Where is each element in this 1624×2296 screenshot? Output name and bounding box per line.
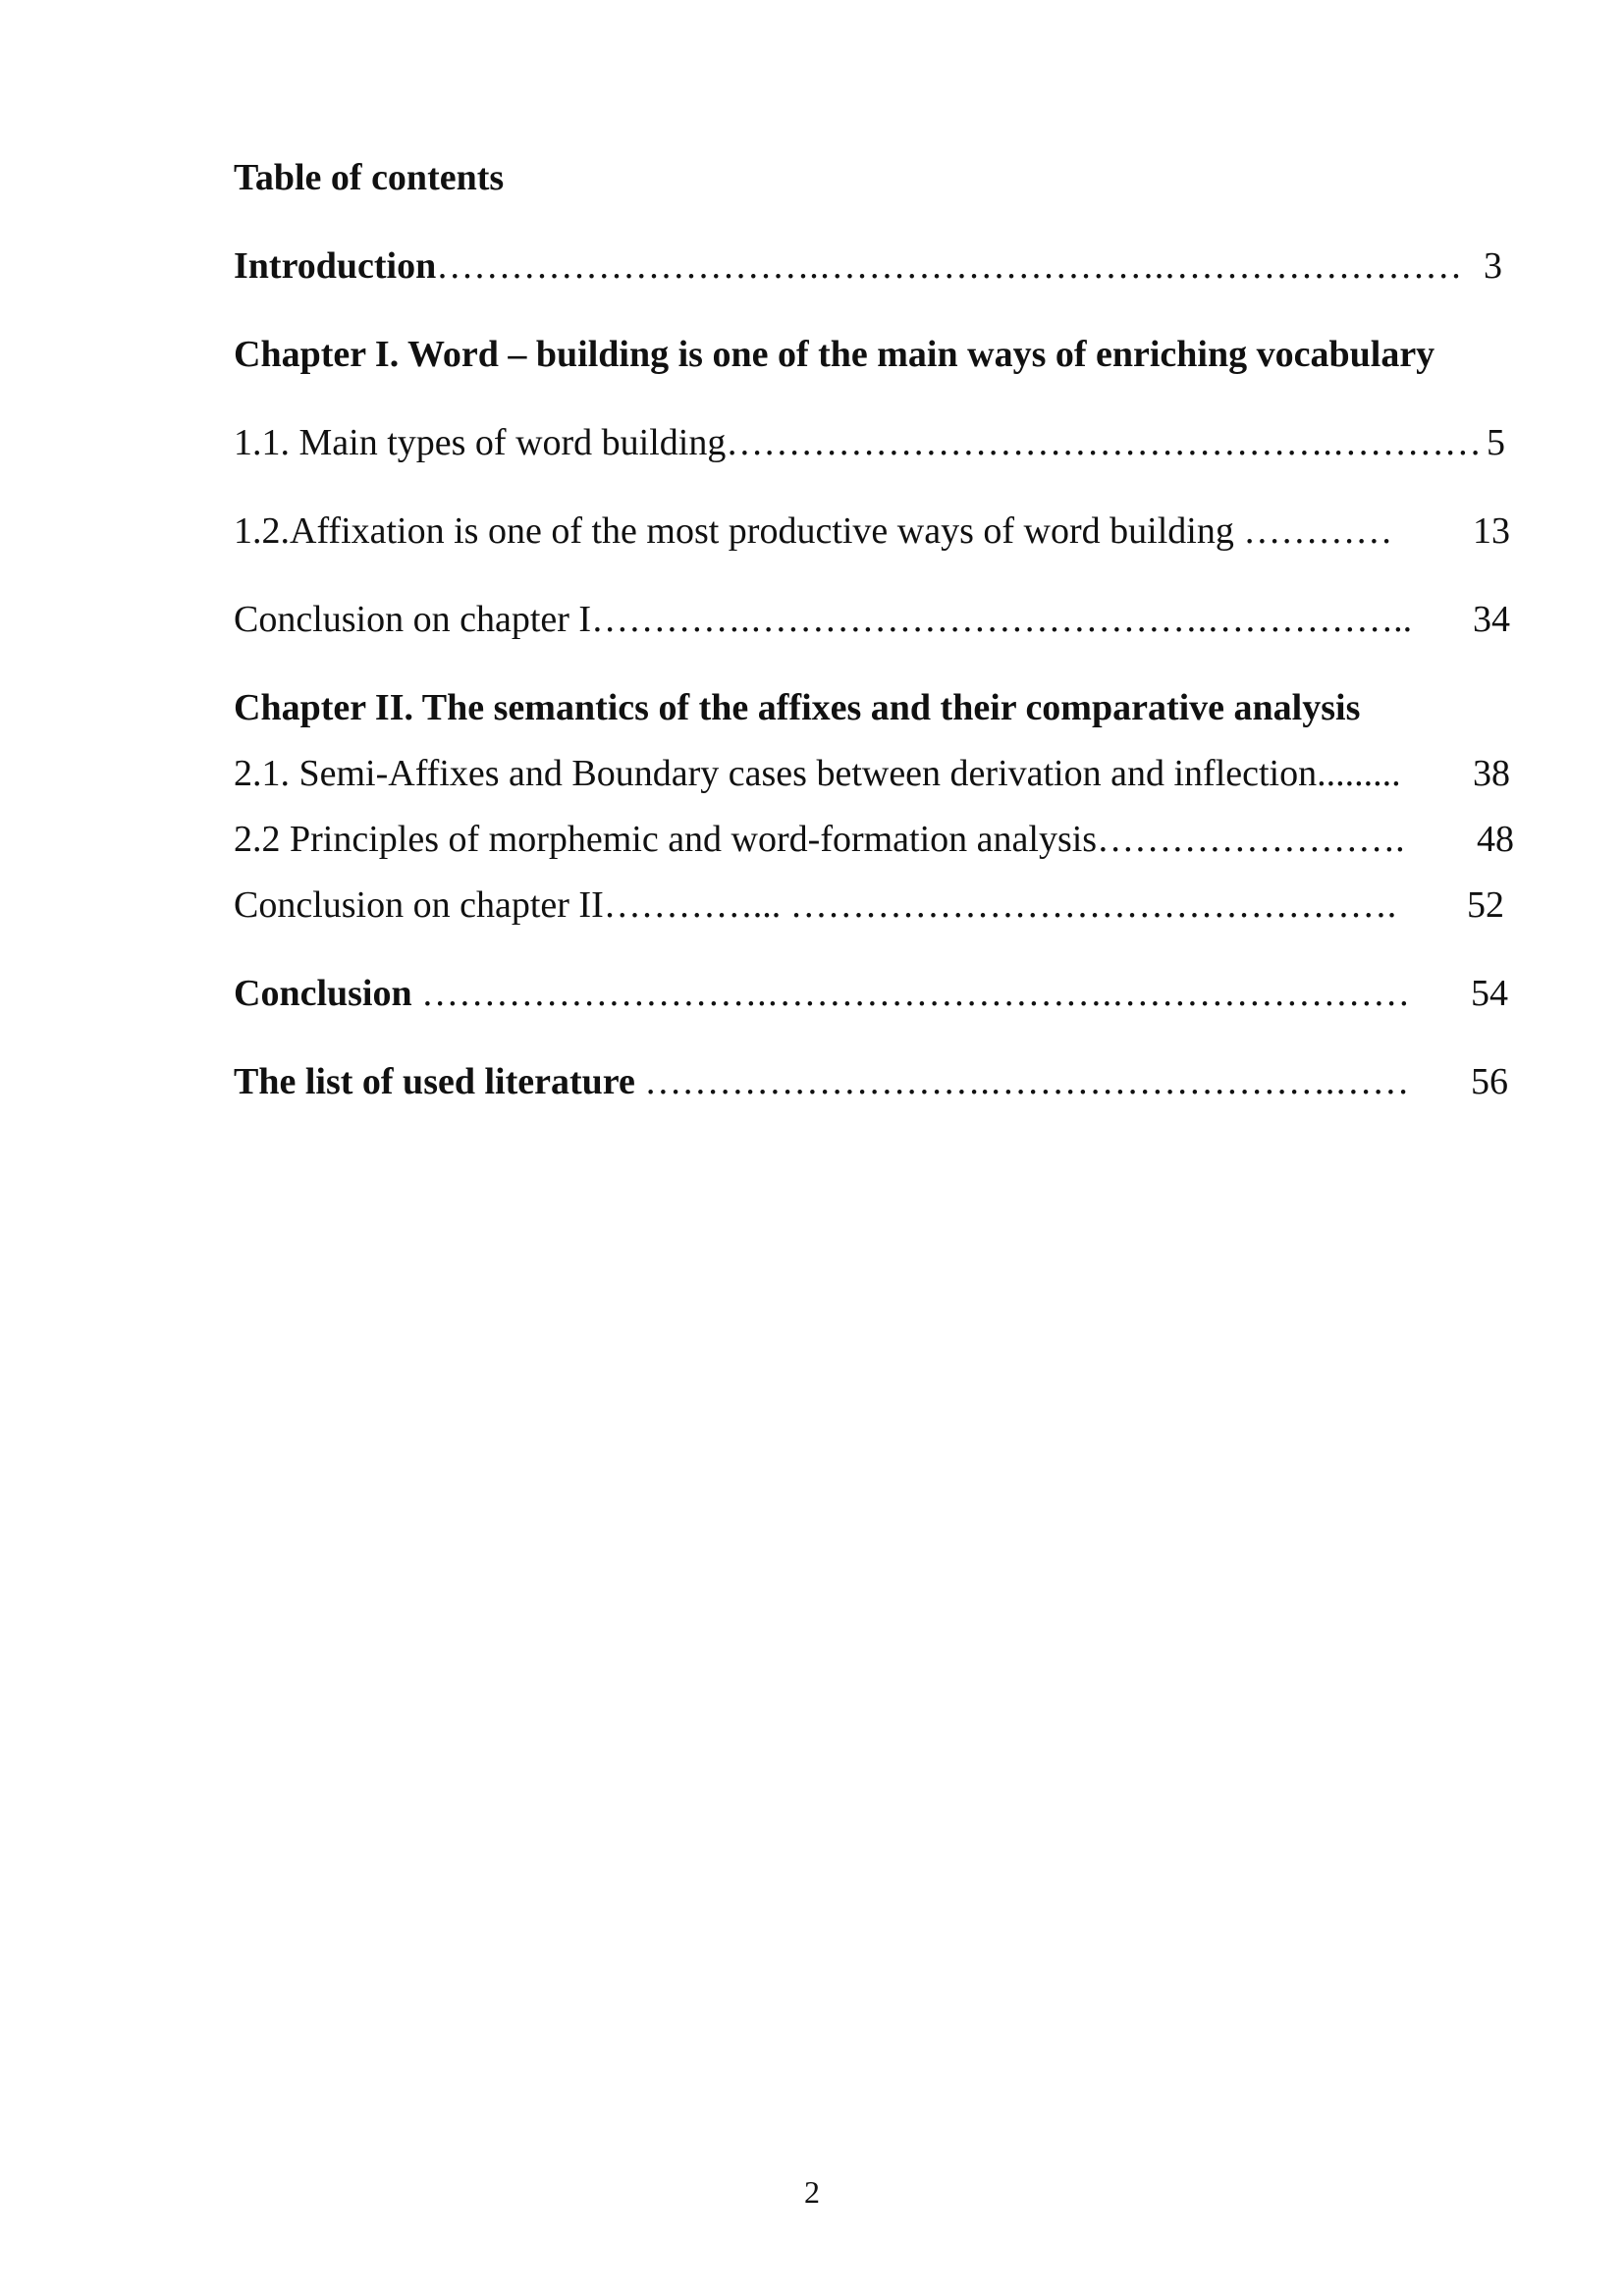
toc-page-number: 38 <box>1473 753 1510 794</box>
toc-entry-2-1 <box>234 751 1401 796</box>
toc-page-number: 34 <box>1473 599 1510 640</box>
toc-leader-dots: ………… <box>1233 510 1393 552</box>
toc-leader-dots: …………... …………………………………………. <box>603 884 1397 926</box>
toc-heading: Table of contents <box>234 157 505 198</box>
toc-leader-dots: ……………………….……………………….…… <box>634 1061 1410 1102</box>
toc-page-number: 5 <box>1487 422 1505 463</box>
toc-entry-2-2 <box>234 817 1405 862</box>
toc-entry-conclusion-ch2 <box>234 882 1396 928</box>
toc-page-number: 52 <box>1467 884 1504 926</box>
toc-entry-title: 2.2 Principles of morphemic and word-formation analysis <box>234 819 1098 860</box>
toc-leader-dots: ………….……………………………….…………….. <box>591 599 1413 640</box>
toc-page-number: 48 <box>1477 819 1514 860</box>
toc-leader-dots: ......... <box>1317 753 1401 794</box>
toc-entry-1-1 <box>234 420 1482 465</box>
toc-entry-title: Introduction <box>234 245 437 287</box>
toc-entry-title: Conclusion <box>234 973 412 1014</box>
toc-entry-1-2 <box>234 508 1392 554</box>
toc-leader-dots: ………………………….……………………….…………………… <box>436 245 1463 287</box>
toc-entry-literature <box>234 1059 1409 1104</box>
toc-entry-introduction <box>234 243 1462 289</box>
toc-entry-title: 2.1. Semi-Affixes and Boundary cases between derivation and inflection <box>234 753 1318 794</box>
toc-page-number: 56 <box>1471 1061 1508 1102</box>
toc-entry-title: The list of used literature <box>234 1061 635 1102</box>
toc-leader-dots: ……………………….……………………….…………………… <box>411 973 1411 1014</box>
toc-leader-dots: ……………………. <box>1097 819 1405 860</box>
toc-entry-conclusion <box>234 971 1410 1016</box>
toc-entry-title: 1.1. Main types of word building <box>234 422 727 463</box>
toc-page-number: 13 <box>1473 510 1510 552</box>
toc-entry-title: Conclusion on chapter II <box>234 884 604 926</box>
toc-page-number: 54 <box>1471 973 1508 1014</box>
toc-chapter-2-title: Chapter II. The semantics of the affixes and their comparative analysis <box>234 687 1361 728</box>
toc-entry-title: Conclusion on chapter I <box>234 599 592 640</box>
toc-entry-conclusion-ch1 <box>234 597 1412 642</box>
toc-entry-title: 1.2.Affixation is one of the most productive ways of word building <box>234 510 1234 552</box>
toc-leader-dots: ………………………………………….………… <box>726 422 1482 463</box>
toc-chapter-1-title: Chapter I. Word – building is one of the main ways of enriching vocabulary <box>234 334 1435 375</box>
page-number: 2 <box>804 2174 820 2210</box>
toc-page-number: 3 <box>1484 245 1502 287</box>
